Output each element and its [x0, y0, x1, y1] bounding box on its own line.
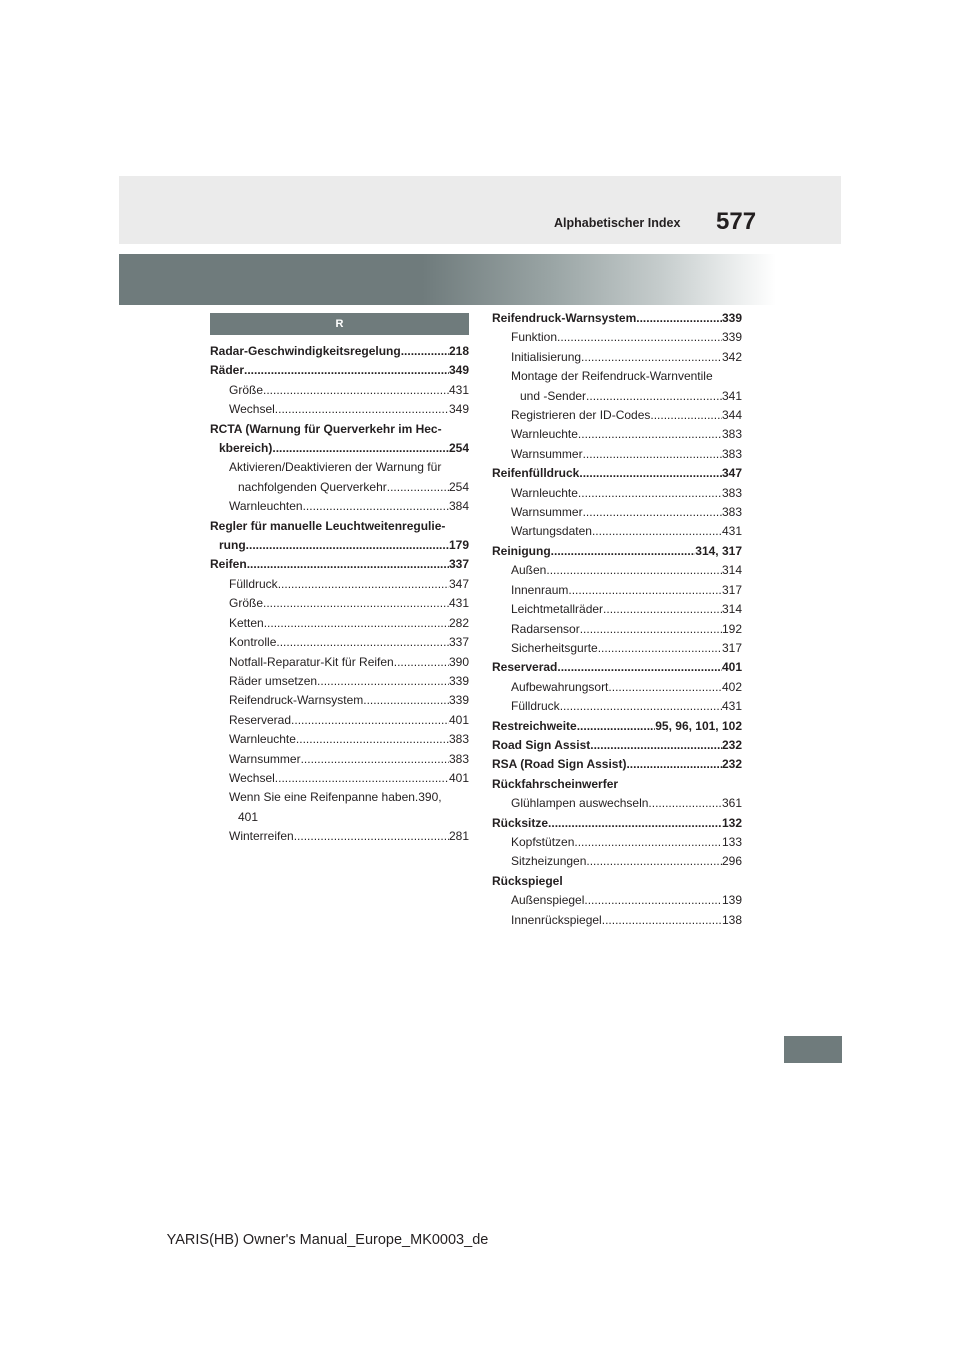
index-subentry: Winterreifen ..... 281	[210, 827, 469, 846]
index-subentry: Größe ..... 431	[210, 594, 469, 613]
index-subentry: Sicherheitsgurte ..... 317	[492, 639, 742, 658]
index-subentry: Innenrückspiegel ..... 138	[492, 911, 742, 930]
index-subentry: Größe ..... 431	[210, 381, 469, 400]
index-subentry-line: Montage der Reifendruck-Warnventile	[511, 369, 713, 384]
index-subentry: Initialisierung ..... 342	[492, 348, 742, 367]
index-entry: Reifendruck-Warnsystem ..... 339	[492, 309, 742, 328]
index-subentry: Radarsensor ..... 192	[492, 620, 742, 639]
index-subentry: Glühlampen auswechseln ..... 361	[492, 794, 742, 813]
index-subentry: Reserverad ..... 401	[210, 711, 469, 730]
index-subentry: Warnsummer ..... 383	[492, 503, 742, 522]
footer-text: YARIS(HB) Owner's Manual_Europe_MK0003_de	[166, 1232, 489, 1248]
index-subentry: Außenspiegel ..... 139	[492, 891, 742, 910]
index-subentry: Räder umsetzen ..... 339	[210, 672, 469, 691]
index-subentry: Funktion ..... 339	[492, 328, 742, 347]
index-subentry: Fülldruck ..... 347	[210, 575, 469, 594]
index-entry: Restreichweite ..... 95, 96, 101, 102	[492, 717, 742, 736]
index-subentry: Leichtmetallräder ..... 314	[492, 600, 742, 619]
index-column-right	[492, 309, 742, 930]
index-subentry: Sitzheizungen ..... 296	[492, 852, 742, 871]
index-subentry: Warnsummer ..... 383	[492, 445, 742, 464]
index-entry-line: Rückfahrscheinwerfer	[492, 776, 619, 791]
index-subentry: Kopfstützen ..... 133	[492, 833, 742, 852]
index-column-left	[210, 313, 469, 847]
index-entry: Reifen ..... 337	[210, 555, 469, 574]
index-subentry: Wechsel ..... 401	[210, 769, 469, 788]
index-subentry: Fülldruck ..... 431	[492, 697, 742, 716]
index-entry: Road Sign Assist ..... 232	[492, 736, 742, 755]
section-title: Alphabetischer Index	[554, 216, 681, 230]
index-entry: Räder ..... 349	[210, 361, 469, 380]
index-subentry: Registrieren der ID-Codes ..... 344	[492, 406, 742, 425]
index-entry-line: Regler für manuelle Leuchtweitenregulie-	[210, 518, 446, 533]
index-entry: Rücksitze ..... 132	[492, 814, 742, 833]
index-subentry: Ketten ..... 282	[210, 614, 469, 633]
letter-heading: R	[210, 313, 469, 335]
index-subentry: Warnleuchte ..... 383	[492, 425, 742, 444]
index-subentry: Wartungsdaten ..... 431	[492, 522, 742, 541]
index-subentry: Reifendruck-Warnsystem ..... 339	[210, 691, 469, 710]
index-subentry: Warnsummer ..... 383	[210, 750, 469, 769]
header-gradient-bar	[119, 254, 841, 305]
index-subentry: und -Sender ..... 341	[492, 387, 742, 406]
index-subentry-line: 401	[238, 809, 259, 824]
index-subentry-line: Aktivieren/Deaktivieren der Warnung für	[229, 460, 442, 475]
index-subentry: Notfall-Reparatur-Kit für Reifen ..... 390	[210, 653, 469, 672]
index-subentry: Kontrolle ..... 337	[210, 633, 469, 652]
index-subentry: Warnleuchte ..... 383	[492, 484, 742, 503]
index-entry: Reifenfülldruck ..... 347	[492, 464, 742, 483]
index-subentry: Innenraum ..... 317	[492, 581, 742, 600]
index-entry-line: Rückspiegel	[492, 873, 563, 888]
index-subentry: Warnleuchte ..... 383	[210, 730, 469, 749]
index-entry: rung ..... 179	[210, 536, 469, 555]
index-entry: RSA (Road Sign Assist) ..... 232	[492, 755, 742, 774]
index-entry: kbereich) ..... 254	[210, 439, 469, 458]
index-entry: Radar-Geschwindigkeitsregelung ..... 218	[210, 342, 469, 361]
index-entry-line: RCTA (Warnung für Querverkehr im Hec-	[210, 421, 442, 436]
index-subentry: Aufbewahrungsort ..... 402	[492, 678, 742, 697]
index-entry: Reserverad ..... 401	[492, 658, 742, 677]
index-subentry: Wechsel ..... 349	[210, 400, 469, 419]
page-number: 577	[716, 208, 757, 235]
chapter-side-tab	[784, 1036, 842, 1063]
index-subentry: nachfolgenden Querverkehr ..... 254	[210, 478, 469, 497]
index-entry: Reinigung ..... 314, 317	[492, 542, 742, 561]
index-subentry: Warnleuchten ..... 384	[210, 497, 469, 516]
index-subentry: Außen ..... 314	[492, 561, 742, 580]
index-subentry-line: Wenn Sie eine Reifenpanne haben.390,	[229, 790, 442, 805]
